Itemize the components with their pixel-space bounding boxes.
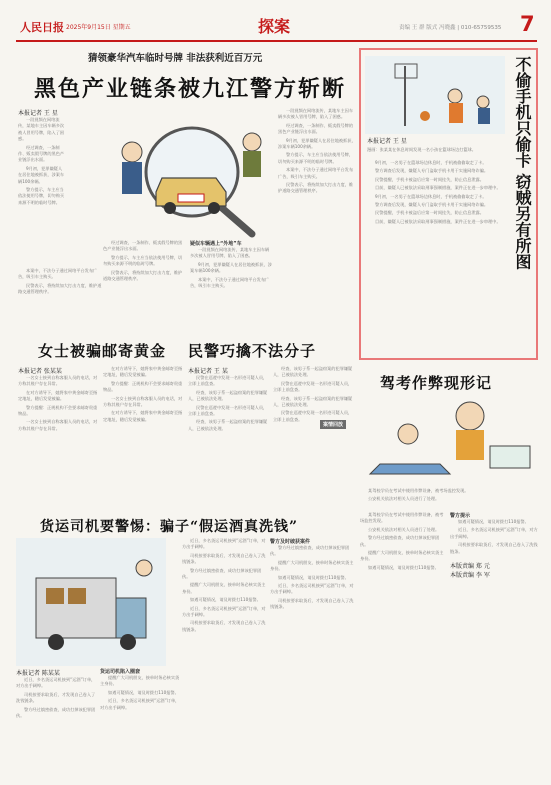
paragraph: 经查，该男子系一起盗窃案的犯罪嫌疑人，已被依法处理。 xyxy=(273,395,353,408)
bottom-story-col-1 xyxy=(16,668,96,778)
paragraph: 民警在巡逻中发现一名形迹可疑人员，立即上前盘查。 xyxy=(188,404,268,417)
side-story-body xyxy=(367,160,529,356)
page-editor: 本版责编 李 军 xyxy=(450,572,490,580)
side-story-caption: 漫画：张某某在休息时间发现一名小孩在篮球场边打篮球。 xyxy=(367,147,476,152)
mid-center-col-1 xyxy=(188,366,270,506)
right-box-illustration xyxy=(360,394,538,484)
paragraph: 民警提醒，手机卡被盗后应第一时间挂失，防止信息泄露。 xyxy=(375,176,484,182)
paragraph: 一名女士接到自称客服人员的电话，对方称其账户存在异常。 xyxy=(18,375,98,387)
paragraph: 如遇可疑情况，请及时拨打110报警。 xyxy=(108,689,179,695)
bottom-story-col-2 xyxy=(100,668,180,778)
side-story-byline: 本报记者 王 星 xyxy=(367,138,407,145)
paragraph: 警方经过缜密侦查，成功打掉该犯罪团伙。 xyxy=(182,567,262,580)
side-story-illustration xyxy=(365,56,505,134)
paragraph: 本案中，不法分子通过网络平台发布广告，吸引车主购买。 xyxy=(190,276,270,289)
paragraph: 一名女士接到自称客服人员的电话，对方称其账户存在异常。 xyxy=(18,419,98,431)
paragraph: 某驾校学员在考试中使用作弊设备，被考场监控发现。 xyxy=(360,512,444,524)
paragraph: 民警提醒，手机卡被盗后应第一时间挂失，防止信息泄露。 xyxy=(375,210,484,216)
right-column-2 xyxy=(450,512,538,778)
paragraph: 近日，多名货运司机接到“运酒”订单，对方出手阔绰。 xyxy=(450,527,538,539)
paragraph: 民警在巡逻中发现一名形迹可疑人员，立即上前盘查。 xyxy=(273,380,353,393)
paragraph: 民警表示，将持续加大打击力度，维护道路交通管理秩序。 xyxy=(18,282,102,295)
paragraph: 民警表示，将持续加大打击力度，维护道路交通管理秩序。 xyxy=(278,182,354,194)
top-story-col-4 xyxy=(278,108,356,328)
paragraph: 经查，该男子系一起盗窃案的犯罪嫌疑人，已被依法处理。 xyxy=(188,389,268,402)
paragraph: 如遇可疑情况，请及时拨打110报警。 xyxy=(278,574,349,580)
paragraph: 警方提示，车主应当依法使用号牌，切勿购买来源不明的临时号牌。 xyxy=(103,254,183,267)
mid-left-headline: 女士被骗邮寄黄金 xyxy=(38,342,167,360)
page-editor: 本版责编 郑 元 xyxy=(450,563,490,571)
paragraph: 警方提醒：正规机构不会要求邮寄贵重物品。 xyxy=(18,404,98,417)
paragraph: 近日，多名货运司机接到“运酒”订单，对方出手阔绰。 xyxy=(270,583,354,595)
bottom-story-illustration xyxy=(16,538,166,666)
paragraph: 在对方诱导下，她将家中黄金邮寄至指定地址，随后发觉被骗。 xyxy=(18,389,98,402)
top-story-col-1 xyxy=(18,108,66,268)
right-column-1 xyxy=(360,512,446,778)
paragraph: 某驾校学员在考试中使用作弊设备，被考场监控发现。 xyxy=(368,488,469,493)
mid-center-col-2 xyxy=(273,366,355,506)
mid-left-col-2 xyxy=(103,366,185,506)
edition-info: 责编 王 群 版式 冯晓鑫 | 010-65759535 xyxy=(399,25,502,31)
top-story-subheadline: 猜领豪华汽车临时号牌 非法获利近百万元 xyxy=(88,53,263,64)
page-number: 7 xyxy=(520,12,535,36)
paragraph: 一段视频在网络流传，某地车主因车辆多次被人冒用号牌，陷入了困惑。 xyxy=(18,117,65,142)
paragraph: 警方经过缜密侦查，成功打掉该犯罪团伙。 xyxy=(270,545,350,557)
paragraph: 9月初，犯罪嫌疑人在居住地被抓获，涉案车辆100余辆。 xyxy=(190,261,272,274)
paragraph: 一名女士接到自称客服人员的电话，对方称其账户存在异常。 xyxy=(103,395,183,408)
paragraph: 近日，多名货运司机接到“运酒”订单，对方出手阔绰。 xyxy=(182,538,266,550)
paragraph: 经查，该男子系一起盗窃案的犯罪嫌疑人，已被依法处理。 xyxy=(188,419,268,431)
paragraph: 经过调查，一条制作、贩卖假号牌的黑色产业链浮出水面。 xyxy=(18,144,65,163)
top-story-col-3 xyxy=(190,240,272,328)
paragraph: 司机按要求取货后，才发现自己卷入了洗钱链条。 xyxy=(182,552,266,565)
paragraph: 警方提示，车主应当依法使用号牌，切勿购买来源不明的临时号牌。 xyxy=(18,187,65,205)
paragraph: 一段视频在网络流传，某地车主因车辆多次被人冒用号牌，陷入了困惑。 xyxy=(278,108,354,120)
section-title: 探案 xyxy=(258,17,291,36)
paragraph: 如遇可疑情况，请及时拨打110报警。 xyxy=(458,519,529,524)
paragraph: 警方调查后发现，嫌疑人专门盗取手机卡用于实施网络诈骗。 xyxy=(375,202,489,208)
paragraph: 民警在巡逻中发现一名形迹可疑人员，立即上前盘查。 xyxy=(188,375,268,387)
paragraph: 提醒广大司机朋友，接单时务必核实货主身份。 xyxy=(270,559,354,572)
paragraph: 公安机关依法对相关人员进行了处理。 xyxy=(368,496,440,502)
masthead xyxy=(0,0,551,45)
header-rule xyxy=(16,40,537,42)
paragraph: 9月初，一名男子在篮球场边休息时，手机被偷偷取走了卡。 xyxy=(375,193,487,199)
paragraph: 9月初，犯罪嫌疑人在居住地被抓获，涉案车辆100余辆。 xyxy=(18,165,65,184)
paragraph: 提醒广大司机朋友，接单时务必核实货主身份。 xyxy=(360,550,444,562)
top-story-heading: 疑似车辆遇上“外地”车 xyxy=(190,241,242,247)
paragraph: 9月初，一名男子在篮球场边休息时，手机被偷偷取走了卡。 xyxy=(375,160,487,165)
paragraph: 经过调查，一条制作、贩卖假号牌的黑色产业链浮出水面。 xyxy=(103,240,183,252)
top-story-byline: 本报记者 王 星 xyxy=(18,110,58,117)
bottom-story-byline: 本报记者 陈某某 xyxy=(16,670,60,677)
side-story-box xyxy=(359,48,538,360)
paragraph: 近日，多名货运司机接到“运酒”订单，对方出手阔绰。 xyxy=(16,677,96,689)
mid-center-byline: 本报记者 王 某 xyxy=(188,368,228,375)
paragraph: 如遇可疑情况，请及时拨打110报警。 xyxy=(368,564,439,570)
paragraph: 9月初，犯罪嫌疑人在居住地被抓获，涉案车辆100余辆。 xyxy=(278,137,356,150)
paragraph: 司机按要求取货后，才发现自己卷入了洗钱链条。 xyxy=(450,542,538,554)
paragraph: 公安机关依法对相关人员进行了处理。 xyxy=(368,526,440,532)
paragraph: 提醒广大司机朋友，接单时务必核实货主身份。 xyxy=(182,582,266,594)
bottom-story-col-4 xyxy=(270,538,356,778)
top-story-col-1b xyxy=(18,268,102,328)
bottom-story-col-3 xyxy=(182,538,266,778)
paragraph: 目前，嫌疑人已被依法采取刑事强制措施，案件正在进一步审理中。 xyxy=(375,218,501,224)
bottom-subhead: 货运司机陷入圈套 xyxy=(100,669,141,675)
paragraph: 近日，多名货运司机接到“运酒”订单，对方出手阔绰。 xyxy=(100,698,180,710)
paragraph: 本案中，不法分子通过网络平台发布广告，吸引车主购买。 xyxy=(278,167,354,179)
bottom-subhead: 警方及时破获案件 xyxy=(270,539,311,545)
paragraph: 警方调查后发现，嫌疑人专门盗取手机卡用于实施网络诈骗。 xyxy=(375,168,489,174)
paragraph: 提醒广大司机朋友，接单时务必核实货主身份。 xyxy=(100,675,180,687)
paragraph: 近日，多名货运司机接到“运酒”订单，对方出手阔绰。 xyxy=(182,605,266,618)
paragraph: 一段视频在网络流传，某地车主因车辆多次被人冒用号牌，陷入了困惑。 xyxy=(190,247,270,259)
right-box-headline: 驾考作弊现形记 xyxy=(380,374,493,392)
top-story-headline: 黑色产业链条被九江警方斩断 xyxy=(34,76,347,102)
paragraph: 如遇可疑情况，请及时拨打110报警。 xyxy=(190,597,261,603)
paragraph: 经过调查，一条制作、贩卖假号牌的黑色产业链浮出水面。 xyxy=(278,122,354,135)
paragraph: 警方经过缜密侦查，成功打掉该犯罪团伙。 xyxy=(360,535,440,547)
top-story-illustration xyxy=(92,112,274,240)
case-box-label: 案情回放 xyxy=(320,420,346,429)
paragraph: 司机按要求取货后，才发现自己卷入了洗钱链条。 xyxy=(182,620,266,632)
paragraph: 司机按要求取货后，才发现自己卷入了洗钱链条。 xyxy=(16,691,96,704)
paragraph: 目前，嫌疑人已被依法采取刑事强制措施，案件正在进一步审理中。 xyxy=(375,185,501,191)
mid-left-byline: 本报记者 张某某 xyxy=(18,368,62,375)
paragraph: 本案中，不法分子通过网络平台发布广告，吸引车主购买。 xyxy=(18,268,98,280)
bottom-subhead: 警方提示 xyxy=(450,513,471,519)
paragraph: 在对方诱导下，她将家中黄金邮寄至指定地址，随后发觉被骗。 xyxy=(103,366,183,378)
top-story-col-2 xyxy=(103,240,185,328)
mid-center-headline: 民警巧擒不法分子 xyxy=(188,342,317,360)
paragraph: 警方提醒：正规机构不会要求邮寄贵重物品。 xyxy=(103,380,183,393)
paragraph: 在对方诱导下，她将家中黄金邮寄至指定地址，随后发觉被骗。 xyxy=(103,410,183,422)
paragraph: 民警表示，将持续加大打击力度，维护道路交通管理秩序。 xyxy=(103,269,183,282)
mid-left-col-1 xyxy=(18,366,100,506)
paragraph: 警方提示，车主应当依法使用号牌，切勿购买来源不明的临时号牌。 xyxy=(278,152,354,164)
newspaper-logo: 人民日报 xyxy=(20,21,64,34)
paragraph: 警方经过缜密侦查，成功打掉该犯罪团伙。 xyxy=(16,706,96,719)
paragraph: 经查，该男子系一起盗窃案的犯罪嫌疑人，已被依法处理。 xyxy=(273,366,353,378)
side-story-headline: 不偷手机只偷卡 窃贼另有所图 xyxy=(513,56,532,270)
paragraph: 司机按要求取货后，才发现自己卷入了洗钱链条。 xyxy=(270,597,354,610)
bottom-story-headline: 货运司机要警惕：骗子“假运酒真洗钱” xyxy=(40,519,299,535)
paragraph: 民警在巡逻中发现一名形迹可疑人员，立即上前盘查。 xyxy=(273,410,353,422)
issue-date: 2025年9月15日 星期五 xyxy=(66,24,131,31)
